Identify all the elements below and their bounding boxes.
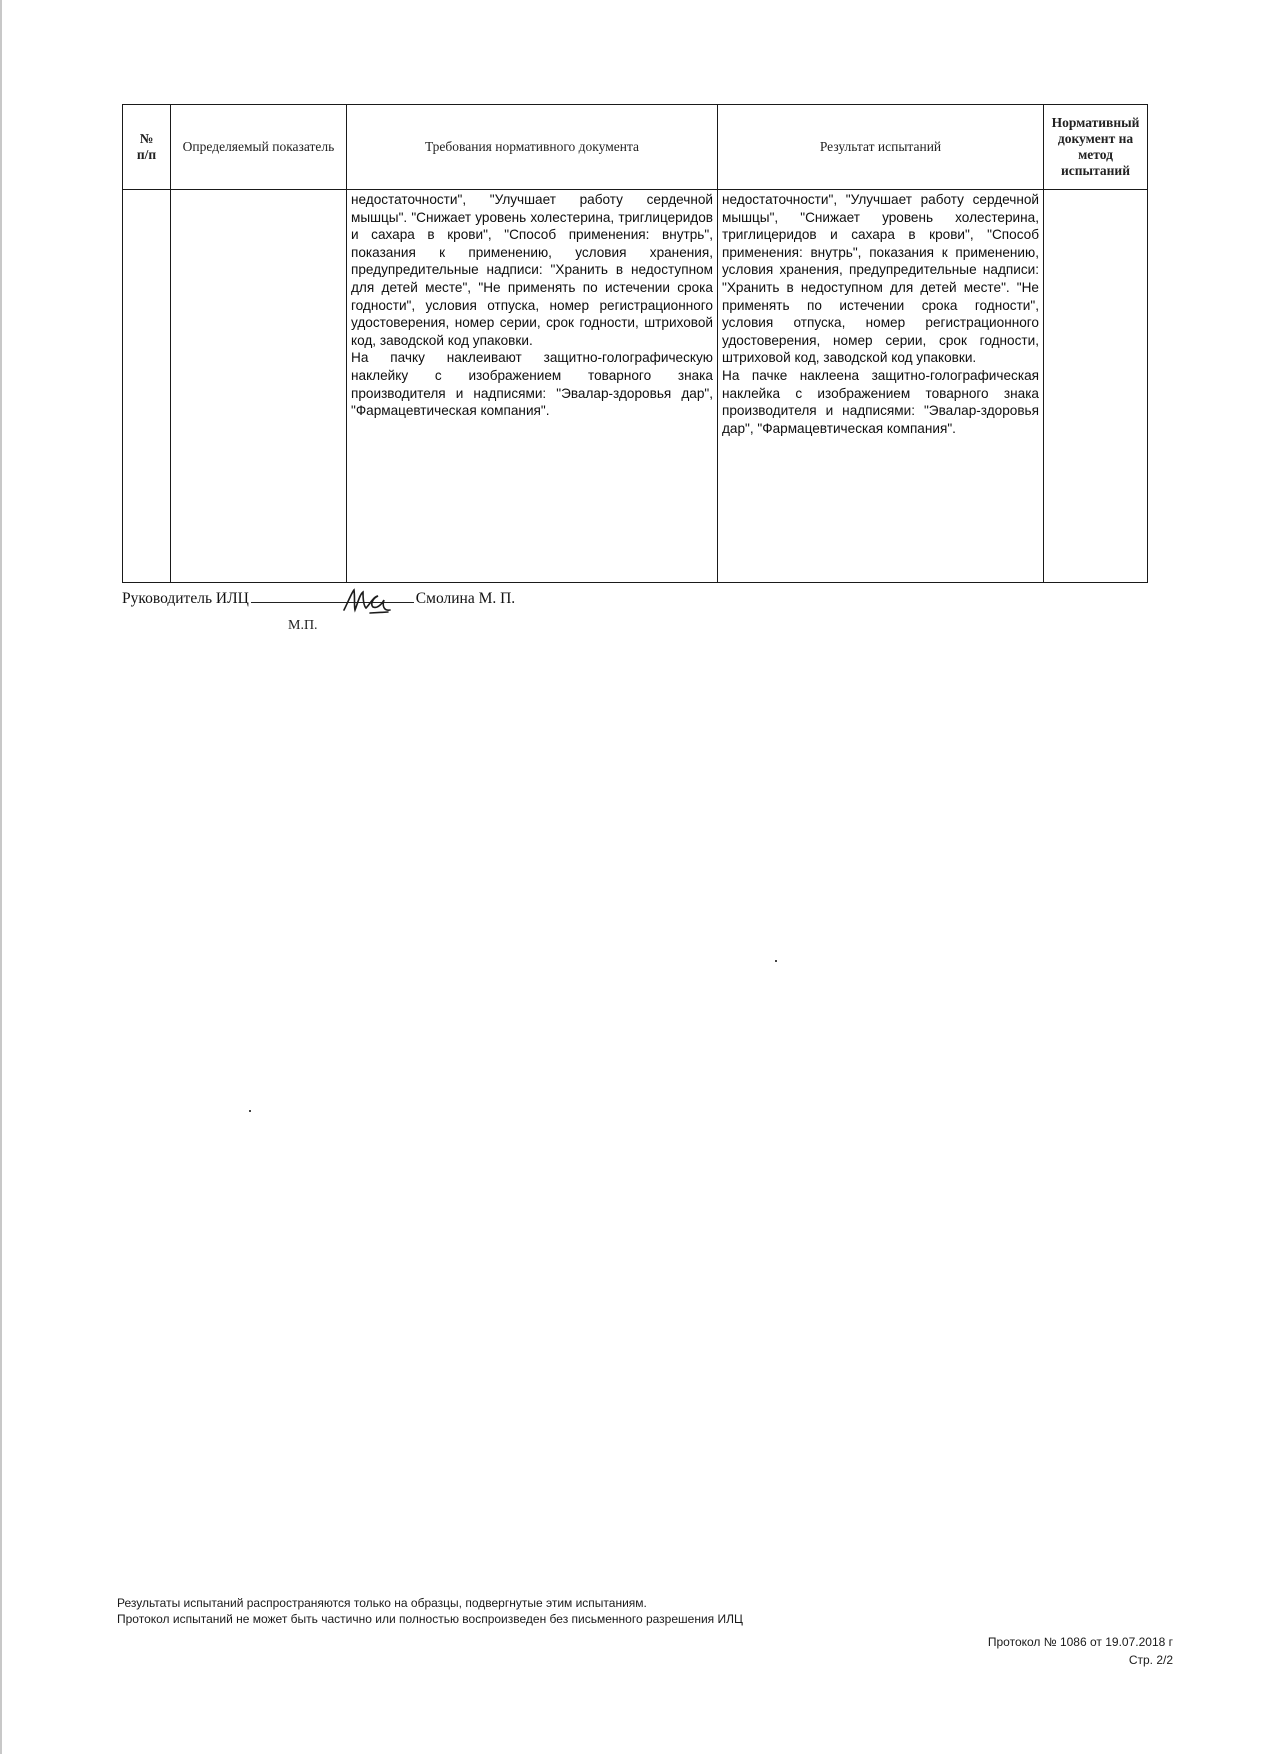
result-paragraph: На пачке наклеена защитно-голографическая наклейка с изображением товарного знака производителя и надписями: "Эвалар-здоровья дар", "Фармацевтическая компания". [722, 367, 1039, 436]
page-edge [0, 0, 2, 1754]
footer-note: Протокол испытаний не может быть частично или полностью воспроизведен без письменного разрешения ИЛЦ [117, 1612, 743, 1626]
stamp-label: М.П. [288, 618, 318, 633]
cell-num [123, 190, 171, 583]
signature-role: Руководитель ИЛЦ [122, 590, 249, 607]
requirements-paragraph: недостаточности", "Улучшает работу сердечной мышцы". "Снижает уровень холестерина, триглицеридов и сахара в крови", "Способ применения: внутрь", показания к применению, условия хранения, предупредительные надписи: "Хранить в недоступном для детей месте", "Не применять по истечении срока годности", условия отпуска, номер регистрационного удостоверения, номер серии, срок годности, штриховой код, заводской код упаковки. [351, 192, 713, 348]
cell-indicator [171, 190, 347, 583]
handwritten-signature [340, 584, 400, 618]
table-row [123, 190, 1148, 583]
header-method: Нормативный документ на метод испытаний [1044, 105, 1148, 190]
result-paragraph: недостаточности", "Улучшает работу сердечной мышцы", "Снижает уровень холестерина, триглицеридов и сахара в крови", "Способ применения: внутрь", показания к применению, условия хранения, предупредительные надписи: "Хранить в недоступном для детей месте". "Не применять по истечении срока годности", условия отпуска, номер регистрационного удостоверения, номер серии, срок годности, штриховой код, заводской код упаковки. [722, 192, 1039, 366]
signature-line [122, 588, 515, 608]
footer-notes [117, 1595, 743, 1627]
header-requirements: Требования нормативного документа [347, 105, 718, 190]
requirements-paragraph: На пачку наклеивают защитно-голографическую наклейку с изображением товарного знака производителя и надписями: "Эвалар-здоровья дар", "Фармацевтическая компания". [351, 350, 713, 419]
scan-speck [249, 1110, 251, 1112]
protocol-number: Протокол № 1086 от 19.07.2018 г [987, 1635, 1173, 1649]
header-result: Результат испытаний [718, 105, 1044, 190]
footer-note: Результаты испытаний распространяются только на образцы, подвергнутые этим испытаниям. [117, 1596, 647, 1610]
page-number: Стр. 2/2 [1128, 1653, 1173, 1667]
scan-speck [775, 960, 777, 962]
cell-result [718, 190, 1044, 583]
cell-method [1044, 190, 1148, 583]
protocol-reference [988, 1633, 1173, 1669]
table-header-row [123, 105, 1148, 190]
header-indicator: Определяемый показатель [171, 105, 347, 190]
signature-name: Смолина М. П. [415, 590, 516, 607]
cell-requirements [347, 190, 718, 583]
header-num: № п/п [123, 105, 171, 190]
test-results-table [122, 104, 1148, 583]
